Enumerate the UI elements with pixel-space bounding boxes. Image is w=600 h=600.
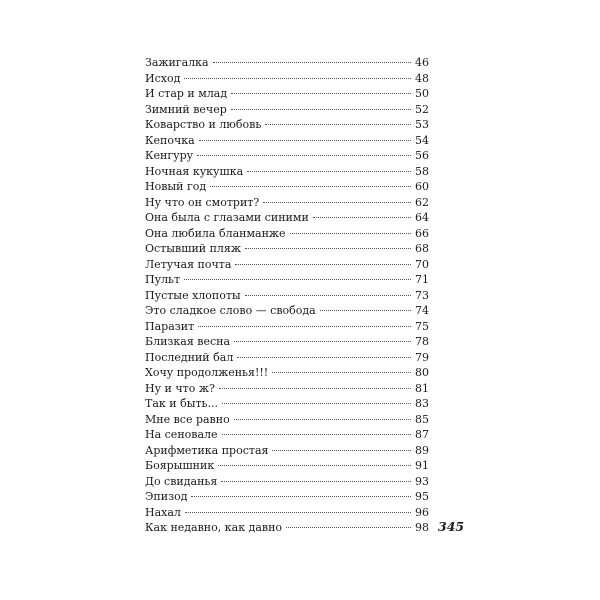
toc-entry [145, 195, 429, 211]
toc-leader-dots [265, 124, 411, 125]
toc-entry [145, 334, 429, 350]
toc-entry [145, 164, 429, 180]
toc-entry [145, 381, 429, 397]
toc-entry-page: 80 [415, 366, 429, 379]
toc-entry-title: Она любила бланманже [145, 226, 286, 240]
toc-entry [145, 288, 429, 304]
toc-entry-page: 91 [415, 459, 429, 472]
toc-entry-title: Арифметика простая [145, 443, 269, 457]
toc-entry [145, 226, 429, 242]
toc-entry [145, 86, 429, 102]
toc-entry-page: 64 [415, 211, 429, 224]
toc-entry-title: Ну что он смотрит? [145, 195, 260, 209]
toc-leader-dots [247, 171, 411, 172]
toc-leader-dots [234, 341, 411, 342]
toc-entry-title: И стар и млад [145, 87, 228, 100]
toc-entry-page: 46 [415, 56, 429, 69]
toc-leader-dots [286, 527, 411, 528]
toc-leader-dots [184, 279, 411, 280]
toc-entry [145, 443, 429, 459]
toc-entry-title: Исход [145, 71, 181, 85]
toc-entry-page: 96 [415, 505, 429, 519]
toc-leader-dots [197, 155, 411, 156]
toc-entry-page: 54 [415, 133, 429, 147]
toc-leader-dots [222, 434, 411, 435]
toc-entry-title: Это сладкое слово — свобода [145, 304, 316, 317]
toc-entry-page: 93 [415, 474, 429, 488]
toc-leader-dots [191, 496, 411, 497]
toc-entry-page: 50 [415, 87, 429, 100]
toc-leader-dots [218, 465, 411, 466]
toc-entry [145, 257, 429, 273]
toc-entry-page: 66 [415, 226, 429, 240]
toc-entry-page: 56 [415, 149, 429, 162]
toc-leader-dots [213, 62, 411, 63]
toc-entry-title: Зимний вечер [145, 102, 227, 116]
toc-entry [145, 102, 429, 118]
toc-entry-page: 89 [415, 443, 429, 457]
toc-entry [145, 396, 429, 412]
toc-entry-title: Зажигалка [145, 56, 209, 69]
toc-entry [145, 241, 429, 257]
toc-leader-dots [199, 140, 411, 141]
toc-entry [145, 520, 429, 536]
toc-entry-page: 73 [415, 288, 429, 302]
toc-entry-page: 87 [415, 428, 429, 441]
toc-entry [145, 210, 429, 226]
toc-leader-dots [245, 248, 411, 249]
toc-leader-dots [184, 78, 411, 79]
toc-entry [145, 505, 429, 521]
toc-leader-dots [185, 512, 411, 513]
toc-entry-title: Ну и что ж? [145, 381, 215, 395]
toc-entry [145, 71, 429, 87]
toc-entry-page: 83 [415, 397, 429, 410]
toc-entry-page: 79 [415, 350, 429, 364]
toc-entry-page: 85 [415, 412, 429, 426]
toc-entry-page: 78 [415, 335, 429, 348]
toc-leader-dots [272, 372, 411, 373]
toc-leader-dots [313, 217, 411, 218]
toc-entry-title: Нахал [145, 505, 181, 519]
toc-leader-dots [222, 403, 411, 404]
toc-entry-page: 68 [415, 242, 429, 255]
toc-entry-title: Хочу продолженья!!! [145, 366, 269, 379]
toc-leader-dots [231, 93, 411, 94]
toc-entry-title: Так и быть... [145, 397, 219, 410]
toc-entry-title: Ночная кукушка [145, 164, 244, 178]
toc-entry-page: 95 [415, 490, 429, 503]
toc-entry-title: Как недавно, как давно [145, 521, 283, 534]
page-number: 345 [438, 519, 465, 534]
toc-entry-page: 52 [415, 102, 429, 116]
toc-entry [145, 272, 429, 288]
toc-entry-title: Кенгуру [145, 149, 194, 162]
toc-entry-page: 70 [415, 257, 429, 271]
toc-entry [145, 458, 429, 474]
toc-entry-title: Последний бал [145, 350, 234, 364]
toc-entry-title: Пустые хлопоты [145, 288, 241, 302]
toc-entry [145, 117, 429, 133]
toc-leader-dots [221, 481, 411, 482]
toc-entry-page: 98 [415, 521, 429, 534]
toc-entry [145, 365, 429, 381]
toc-entry-page: 48 [415, 71, 429, 85]
toc-entry [145, 412, 429, 428]
toc-entry-title: На сеновале [145, 428, 218, 441]
toc-leader-dots [234, 419, 411, 420]
toc-entry-title: Она была с глазами синими [145, 211, 309, 224]
toc-entry [145, 133, 429, 149]
toc-entry-page: 74 [415, 304, 429, 317]
toc-leader-dots [237, 357, 411, 358]
toc-entry-page: 71 [415, 273, 429, 286]
toc-leader-dots [245, 295, 411, 296]
toc-entry-page: 62 [415, 195, 429, 209]
toc-entry-page: 58 [415, 164, 429, 178]
toc-leader-dots [231, 109, 411, 110]
toc-entry [145, 179, 429, 195]
toc-entry [145, 55, 429, 71]
toc-entry-title: Летучая почта [145, 257, 232, 271]
toc-entry-title: Мне все равно [145, 412, 230, 426]
toc-leader-dots [210, 186, 411, 187]
toc-entry-title: Паразит [145, 319, 195, 333]
toc-leader-dots [219, 388, 411, 389]
toc-entry [145, 350, 429, 366]
toc-entry [145, 474, 429, 490]
toc-entry-page: 75 [415, 319, 429, 333]
toc-entry-page: 60 [415, 180, 429, 193]
toc-entry-title: Новый год [145, 180, 207, 193]
toc-entry-title: Близкая весна [145, 335, 231, 348]
toc-leader-dots [263, 202, 411, 203]
toc-leader-dots [272, 450, 411, 451]
toc-entry [145, 489, 429, 505]
toc-entry-title: Коварство и любовь [145, 118, 262, 131]
toc-entry-title: Пульт [145, 273, 181, 286]
toc-entry-page: 81 [415, 381, 429, 395]
toc-leader-dots [320, 310, 411, 311]
toc-leader-dots [198, 326, 411, 327]
table-of-contents [145, 55, 429, 536]
toc-entry-title: Кепочка [145, 133, 195, 147]
toc-entry-page: 53 [415, 118, 429, 131]
toc-leader-dots [235, 264, 411, 265]
toc-entry-title: Эпизод [145, 490, 188, 503]
toc-entry-title: Остывший пляж [145, 242, 241, 255]
toc-entry [145, 319, 429, 335]
toc-entry [145, 427, 429, 443]
toc-leader-dots [290, 233, 411, 234]
toc-entry-title: До свиданья [145, 474, 218, 488]
toc-entry-title: Боярышник [145, 459, 215, 472]
toc-entry [145, 303, 429, 319]
toc-entry [145, 148, 429, 164]
